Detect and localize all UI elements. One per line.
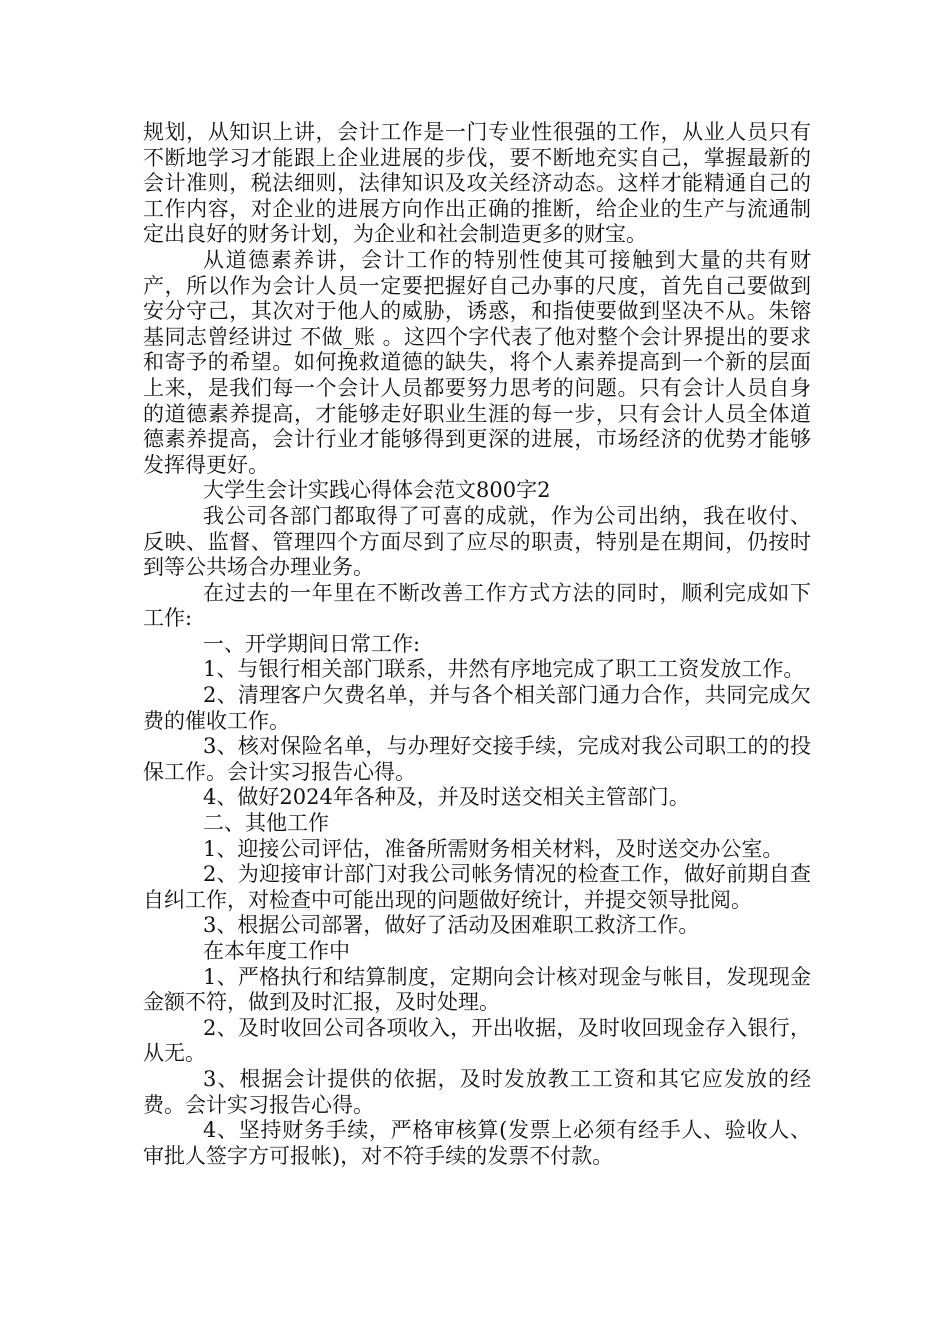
section-title: 大学生会计实践心得体会范文800字2 xyxy=(203,478,551,503)
document-page xyxy=(143,120,811,1169)
list-item: 2、清理客户欠费名单，并与各个相关部门通力合作，共同完成欠费的催收工作。 xyxy=(143,683,811,733)
paragraph-past-year: 在过去的一年里在不断改善工作方式方法的同时，顺利完成如下工作: xyxy=(143,580,811,631)
list-item: 2、为迎接审计部门对我公司帐务情况的检查工作，做好前期自查自纠工作，对检查中可能出现的问题做好统计，并提交领导批阅。 xyxy=(143,862,811,912)
heading-daily-work: 一、开学期间日常工作: xyxy=(203,631,421,656)
list-item: 3、核对保险名单，与办理好交接手续，完成对我公司职工的的投保工作。会计实习报告心得。 xyxy=(143,734,811,784)
paragraph-intro: 我公司各部门都取得了可喜的成就，作为公司出纳，我在收付、反映、监督、管理四个方面尽到了应尽的职责，特别是在期间，仍按时到等公共场合办理业务。 xyxy=(143,503,811,580)
list-item: 1、严格执行和结算制度，定期向会计核对现金与帐目，发现现金金额不符，做到及时汇报，及时处理。 xyxy=(143,964,811,1015)
list-item: 4、坚持财务手续，严格审核算(发票上必须有经手人、验收人、审批人签字方可报帐)，对不符手续的发票不付款。 xyxy=(143,1118,811,1168)
paragraph-knowledge: 规划，从知识上讲，会计工作是一门专业性很强的工作，从业人员只有不断地学习才能跟上企业进展的步伐，要不断地充实自己，掌握最新的会计准则，税法细则，法律知识及攻关经济动态。这样才能精通自己的工作内容，对企业的进展方向作出正确的推断，给企业的生产与流通制定出良好的财务计划，为企业和社会制造更多的财宝。 xyxy=(143,120,811,247)
list-item: 3、根据公司部署，做好了活动及困难职工救济工作。 xyxy=(203,913,700,938)
list-item: 1、迎接公司评估，准备所需财务相关材料，及时送交办公室。 xyxy=(203,836,784,861)
list-item: 1、与银行相关部门联系，井然有序地完成了职工工资发放工作。 xyxy=(203,657,805,682)
list-item: 2、及时收回公司各项收入，开出收据，及时收回现金存入银行，从无。 xyxy=(143,1015,811,1066)
list-item: 3、根据会计提供的依据，及时发放教工工资和其它应发放的经费。会计实习报告心得。 xyxy=(143,1066,811,1117)
paragraph-ethics: 从道德素养讲，会计工作的特别性使其可接触到大量的共有财产，所以作为会计人员一定要把握好自己办事的尺度，首先自己要做到安分守己，其次对于他人的威胁，诱惑，和指使要做到坚决不从。朱镕基同志曾经讲过 不做_账 。这四个字代表了他对整个会计界提出的要求和寄予的希望。如何挽救道德的缺失，将个人素养提高到一个新的层面上来，是我们每一个会计人员都要努力思考的问题。只有会计人员自身的道德素养提高，才能够走好职业生涯的每一步，只有会计人员全体道德素养提高，会计行业才能够得到更深的进展，市场经济的优势才能够发挥得更好。 xyxy=(143,247,811,477)
heading-this-year: 在本年度工作中 xyxy=(203,939,350,963)
list-item: 4、做好2024年各种及，并及时送交相关主管部门。 xyxy=(203,785,690,810)
heading-other-work: 二、其他工作 xyxy=(203,811,329,836)
